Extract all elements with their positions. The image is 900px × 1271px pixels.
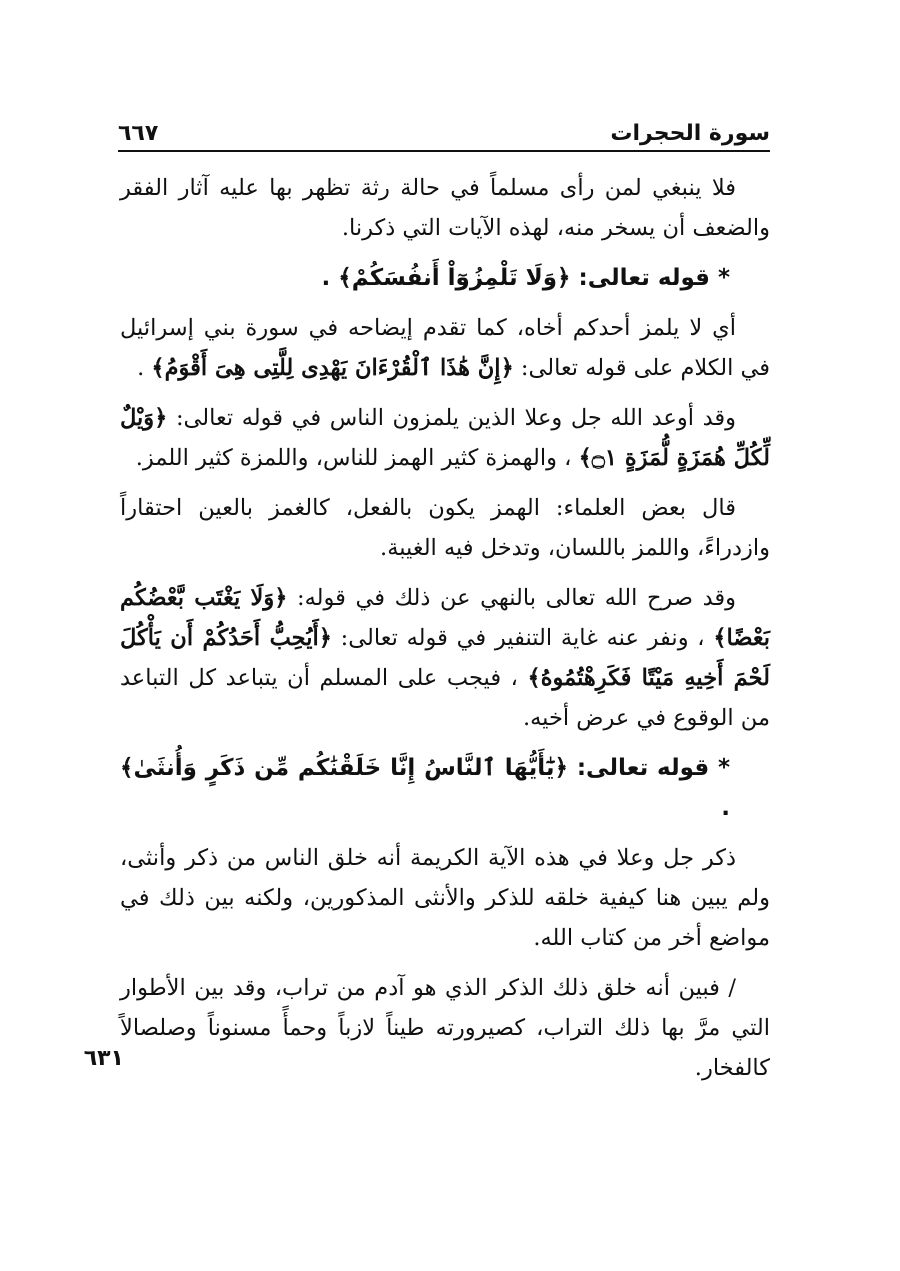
section-heading: * قوله تعالى: ﴿وَلَا تَلْمِزُوٓاْ أَنفُسَكُمْ﴾ . (321, 265, 730, 291)
paragraph: وقد صرح الله تعالى بالنهي عن ذلك في قوله: ﴿وَلَا يَغْتَب بَّعْضُكُم بَعْضًا﴾ ، ونفر عنه غاية التنفير في قوله تعالى: ﴿أَيُحِبُّ أَحَدُكُمْ أَن يَأْكُلَ لَحْمَ أَخِيهِ مَيْتًا فَكَرِهْتُمُوهُ﴾ ، فيجب على المسلم أن يتباعد كل التباعد من الوقوع في عرض أخيه. (120, 585, 770, 731)
page-header (118, 108, 770, 152)
page-body (120, 168, 770, 1098)
paragraph: وقد أوعد الله جل وعلا الذين يلمزون الناس في قوله تعالى: ﴿وَيْلٌ لِّكُلِّ هُمَزَةٍ لُّمَزَةٍ ۝١﴾ ، والهمزة كثير الهمز للناس، واللمزة كثير اللمز. (120, 405, 770, 471)
surah-title: سورة الحجرات (610, 121, 770, 146)
quran-verse: ﴿إِنَّ هَٰذَا ٱلْقُرْءَانَ يَهْدِى لِلَّتِى هِىَ أَقْوَمُ﴾ (151, 355, 514, 381)
quran-verse: ﴿وَلَا يَغْتَب بَّعْضُكُم بَعْضًا﴾ (120, 585, 770, 651)
page-number: ٦٦٧ (118, 121, 159, 146)
quran-verse: ﴿أَيُحِبُّ أَحَدُكُمْ أَن يَأْكُلَ لَحْمَ أَخِيهِ مَيْتًا فَكَرِهْتُمُوهُ﴾ (120, 625, 770, 691)
section-heading: * قوله تعالى: ﴿يَٰٓأَيُّهَا ٱلنَّاسُ إِنَّا خَلَقْنَٰكُم مِّن ذَكَرٍ وَأُنثَىٰ﴾ . (120, 755, 730, 821)
paragraph: ذكر جل وعلا في هذه الآية الكريمة أنه خلق الناس من ذكر وأنثى، ولم يبين هنا كيفية خلقه للذكر والأنثى المذكورين، ولكنه بين ذلك في مواضع أخر من كتاب الله. (120, 845, 770, 951)
quran-verse: ﴿يَٰٓأَيُّهَا ٱلنَّاسُ إِنَّا خَلَقْنَٰكُم مِّن ذَكَرٍ وَأُنثَىٰ﴾ (120, 755, 568, 781)
quran-verse: ﴿وَيْلٌ لِّكُلِّ هُمَزَةٍ لُّمَزَةٍ ۝١﴾ (120, 405, 770, 471)
margin-page-reference: ٦٣١ (83, 1046, 124, 1071)
paragraph: قال بعض العلماء: الهمز يكون بالفعل، كالغمز بالعين احتقاراً وازدراءً، واللمز باللسان، وتدخل فيه الغيبة. (120, 495, 770, 561)
quran-verse: ﴿وَلَا تَلْمِزُوٓاْ أَنفُسَكُمْ﴾ (338, 265, 571, 291)
paragraph: / فبين أنه خلق ذلك الذكر الذي هو آدم من تراب، وقد بين الأطوار التي مرَّ بها ذلك التراب، كصيرورته طيناً لازباً وحمأً مسنوناً وصلصالاً كالفخار. (120, 975, 770, 1081)
paragraph: أي لا يلمز أحدكم أخاه، كما تقدم إيضاحه في سورة بني إسرائيل في الكلام على قوله تعالى: ﴿إِنَّ هَٰذَا ٱلْقُرْءَانَ يَهْدِى لِلَّتِى هِىَ أَقْوَمُ﴾ . (120, 315, 770, 381)
paragraph: فلا ينبغي لمن رأى مسلماً في حالة رثة تظهر بها عليه آثار الفقر والضعف أن يسخر منه، لهذه الآيات التي ذكرنا. (120, 175, 770, 241)
